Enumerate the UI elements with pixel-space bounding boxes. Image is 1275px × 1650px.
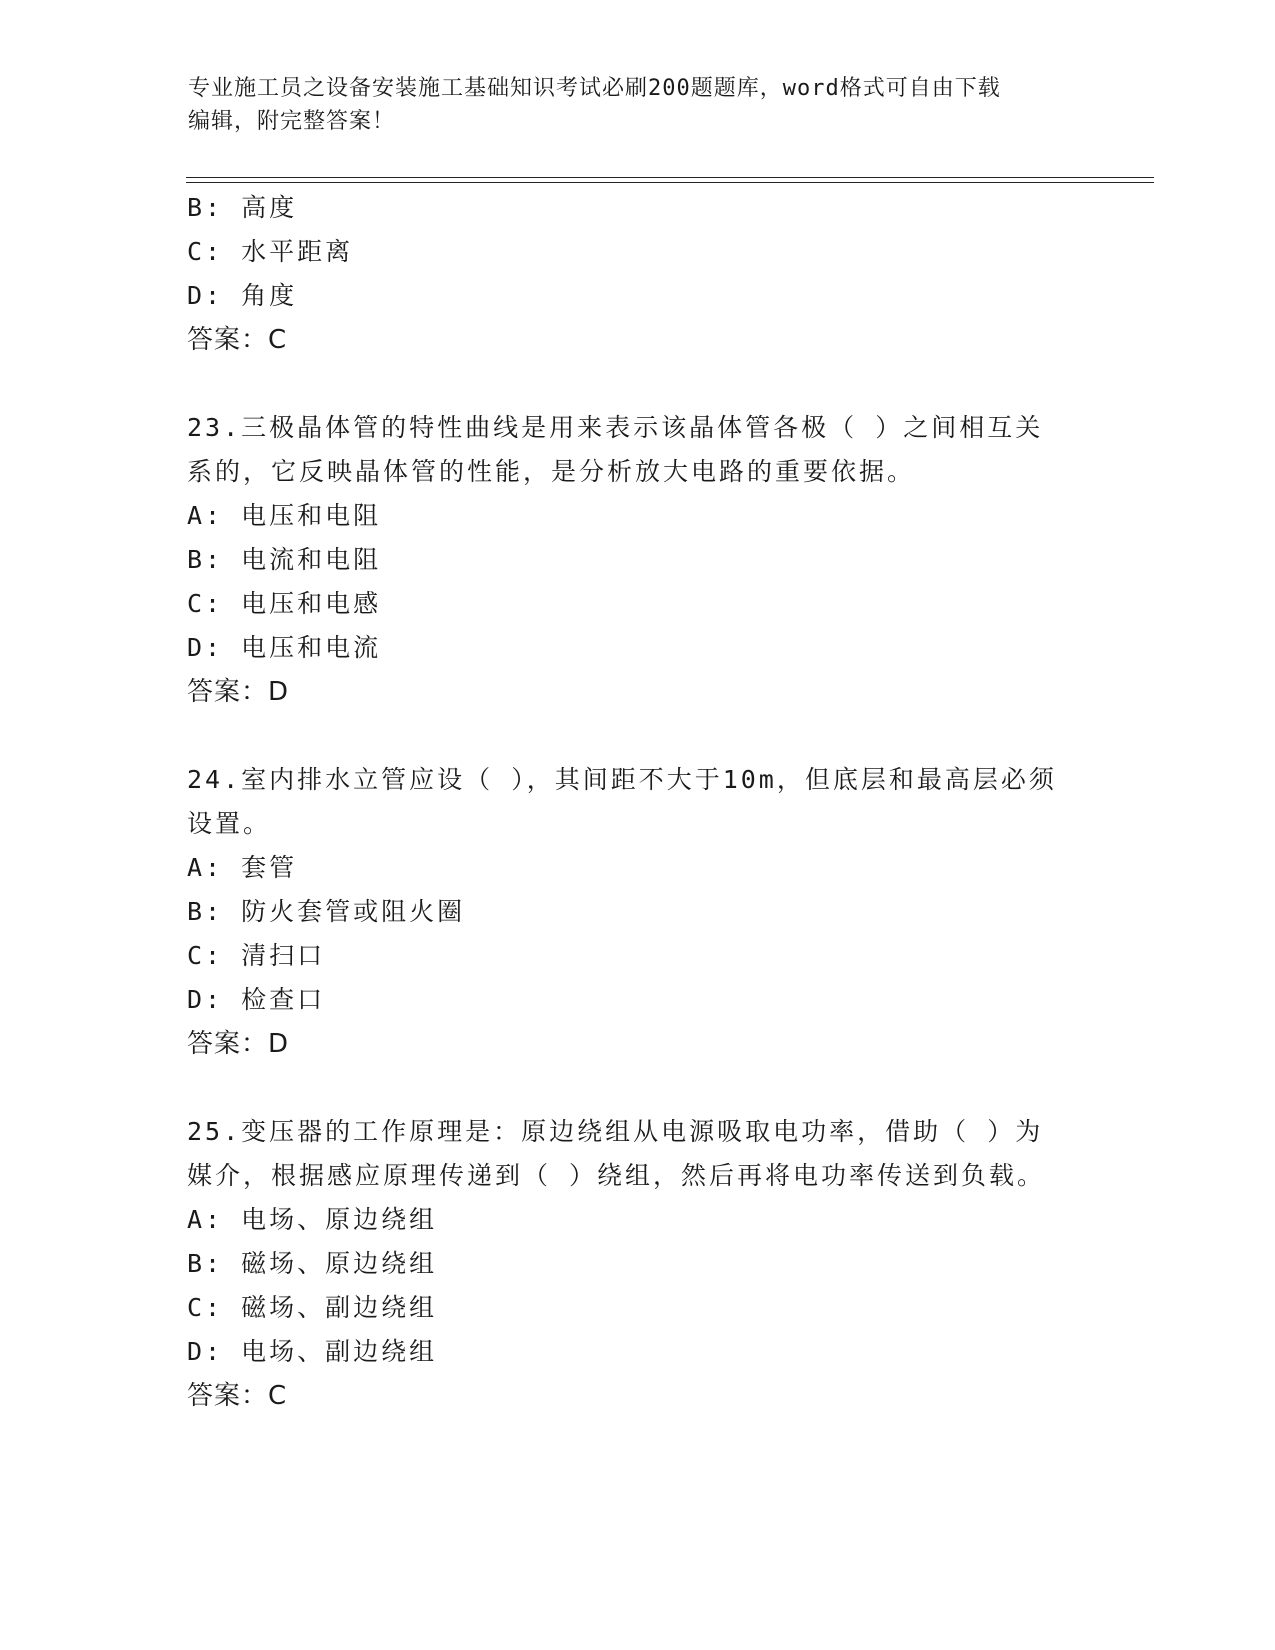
q23-option-a: A: 电压和电阻: [187, 501, 382, 530]
q25-stem-line-2: 媒介，根据感应原理传递到（ ）绕组，然后再将电功率传送到负载。: [187, 1161, 1046, 1190]
q23-answer: 答案：D: [187, 677, 290, 707]
q23-option-c: C: 电压和电感: [187, 589, 382, 618]
q25-option-c: C: 磁场、副边绕组: [187, 1293, 438, 1322]
q24-answer: 答案：D: [187, 1029, 290, 1059]
q24-option-a: A: 套管: [187, 853, 298, 882]
q25-option-b: B: 磁场、原边绕组: [187, 1249, 438, 1278]
q23-option-d: D: 电压和电流: [187, 633, 382, 662]
header-line-2: 编辑，附完整答案！: [188, 109, 396, 134]
q24-stem-line-1: 24.室内排水立管应设（ ），其间距不大于10m，但底层和最高层必须: [187, 765, 1057, 794]
q25-stem-line-1: 25.变压器的工作原理是：原边绕组从电源吸取电功率，借助（ ）为: [187, 1117, 1044, 1146]
q22-answer: 答案：C: [187, 325, 288, 355]
q25-option-a: A: 电场、原边绕组: [187, 1205, 438, 1234]
q24-option-b: B: 防火套管或阻火圈: [187, 897, 466, 926]
q22-option-d: D: 角度: [187, 281, 298, 310]
q25-answer: 答案：C: [187, 1381, 288, 1411]
q25-option-d: D: 电场、副边绕组: [187, 1337, 438, 1366]
header-divider-bottom: [186, 182, 1154, 183]
q22-option-c: C: 水平距离: [187, 237, 354, 266]
q23-stem-line-2: 系的，它反映晶体管的性能，是分析放大电路的重要依据。: [187, 457, 916, 486]
document-header: [188, 72, 1088, 138]
q24-stem-line-2: 设置。: [187, 809, 272, 838]
q24-option-c: C: 清扫口: [187, 941, 326, 970]
q23-stem-line-1: 23.三极晶体管的特性曲线是用来表示该晶体管各极（ ）之间相互关: [187, 413, 1044, 442]
header-line-1: 专业施工员之设备安装施工基础知识考试必刷200题题库，word格式可自由下载: [188, 76, 1001, 101]
header-divider-top: [186, 177, 1154, 178]
q24-option-d: D: 检查口: [187, 985, 326, 1014]
q22-option-b: B: 高度: [187, 193, 298, 222]
q23-option-b: B: 电流和电阻: [187, 545, 382, 574]
